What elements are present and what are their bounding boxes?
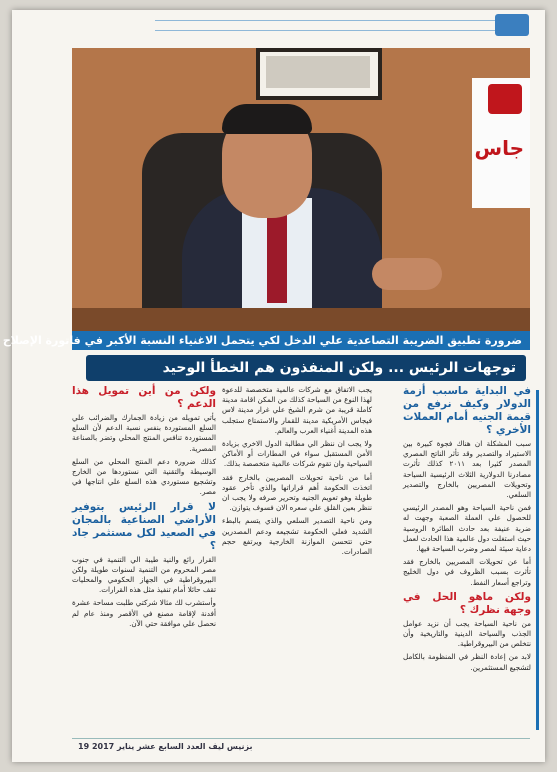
wall-sign [472,78,530,208]
photo-caption: ضرورة تطبيق الضريبة التصاعدية علي الدخل لكي يتحمل الاغنياء النسبة الأكبر في فاتورة الإصلاح [72,331,530,350]
paragraph: من ناحية السياحة يجب أن نزيد عوامل الجذب والسياحة الدينية والتاريخية وأن نتخلص من البيروقراطية. [403,618,531,649]
left-column [72,385,216,730]
column-accent-bar [536,390,539,730]
right-column [403,385,531,730]
interview-photo [72,48,530,331]
header-rule [155,20,515,31]
man-hand [372,258,442,290]
paragraph: فمن ناحية السياحة وهو المصدر الرئيسي للحصول علي العملة الصعبة وجهت له ضربة عنيفة بعد حادث الطائرة الروسية حيث استغلت دول عالمية هذا الحادث لعمل دعاية سيئة لمصر وضرب السياحة فيها. [403,503,531,554]
paragraph: أما عن تحويلات المصريين بالخارج فقد تأثرت بسبب الظروف في دول الخليج وتراجع أسعار النفط. [403,557,531,587]
wall-sign-text: جاس [474,136,524,160]
question-heading: في البداية ماسبب أزمة الدولار وكيف نرفع من قيمة الجنيه أمام العملات الأخري ؟ [403,385,531,436]
question-heading: لا قرار الرئيس بتوفير الأراضي الصناعية بالمجان في الصعيد لكل مستثمر جاد ؟ [72,500,216,552]
article-headline: توجهات الرئيس ... ولكن المنفذون هم الخطأ الوحيد [86,355,526,381]
question-heading: ولكن ماهو الحل في وجهة نظرك ؟ [403,590,531,616]
paragraph: سبب المشكلة ان هناك فجوة كبيرة بين الاستيراد والتصدير وقد تأثر الناتج المصري المصدر كثيرا بعد ٢٠١١ كذلك تأثرت مصادرنا الدولارية الثلاث الرئيسية السياحة وتحويلات المصريين بالخارج والتصدير السلعي. [403,439,532,500]
magazine-page [2,10,545,762]
paragraph: القرار رائع والنية طيبة الي التنمية في جنوب مصر المحروم من التنمية لسنوات طويلة ولكن البيروقراطية في الجهاز الحكومي والمحليات تقف حائلا أمام تنفيذ مثل هذه القرارات. [72,554,216,595]
paragraph: كذلك ضرورة دعم المنتج المحلي من السلع الوسيطة والتقنية التي نستوردها من الخارج وتشجيع مستوردي هذه السلع علي انتاجها في مصر. [72,456,216,497]
footer-issue: بزنيس ليف العدد السابع عشر يناير 2017 [91,742,253,751]
question-heading: ولكن من أين تمويل هذا الدعم ؟ [72,385,216,410]
paragraph: يأتي تمويله من زيادة الجمارك والضرائب علي السلع المستوردة بنفس نسبة الدعم لأن السلع المستوردة تنافس المنتج المحلي وتضر بالصناعة المصرية. [72,413,216,453]
middle-column [222,385,372,730]
desk [72,308,530,331]
paragraph: ومن ناحية التصدير السلعي والذي يتسم بالبطء الشديد فعلي الحكومة تشجيعه ودعم المصدرين حتي تتحسن الموازنة الخارجية ويرتفع حجم الصادرات. [222,516,372,557]
page-footer [72,738,530,755]
wall-picture-frame [256,48,382,100]
paragraph: وأستشرب لك مثالا شركتي طلبت مساحة عشرة أفدنة لإقامة مصنع في الأقصر ومنذ عام لم نحصل علي موافقة حتي الآن. [72,598,216,628]
paragraph: أما من ناحية تحويلات المصريين بالخارج فقد اتخذت الحكومة أهم قراراتها والذي تأخر عقود طويلة وهو تعويم الجنيه وتحرير صرفه ولا يجب ان ننظر بعين القلق علي سعره الان فسوف يتوازن. [222,472,372,513]
magazine-logo-icon [495,14,529,36]
paragraph: لابد من إعادة النظر في المنظومة بالكامل لتشجيع المستثمرين. [403,652,531,672]
page-number: 19 [78,742,90,751]
page-header [12,10,545,42]
paragraph: ولا يجب ان ننظر الي مطالبة الدول الاخري بزيادة الأمن المستقبل سواء في المطارات أو الأماكن السياحية وان تقوم شركات عالمية متخصصة بذلك. [222,439,372,469]
tie [267,208,287,303]
paragraph: يجب الاتفاق مع شركات عالمية متخصصة للدعوة لهذا النوع من السياحة كذلك من المكن اقامة مدينة كاملة قريبة من شرم الشيخ علي غرار مدينة لاس فيجاس الأمريكية مدينة للقمار والاستمتاع ستجلب هذه المدينة أغنياء العرب والعالم. [221,385,372,435]
